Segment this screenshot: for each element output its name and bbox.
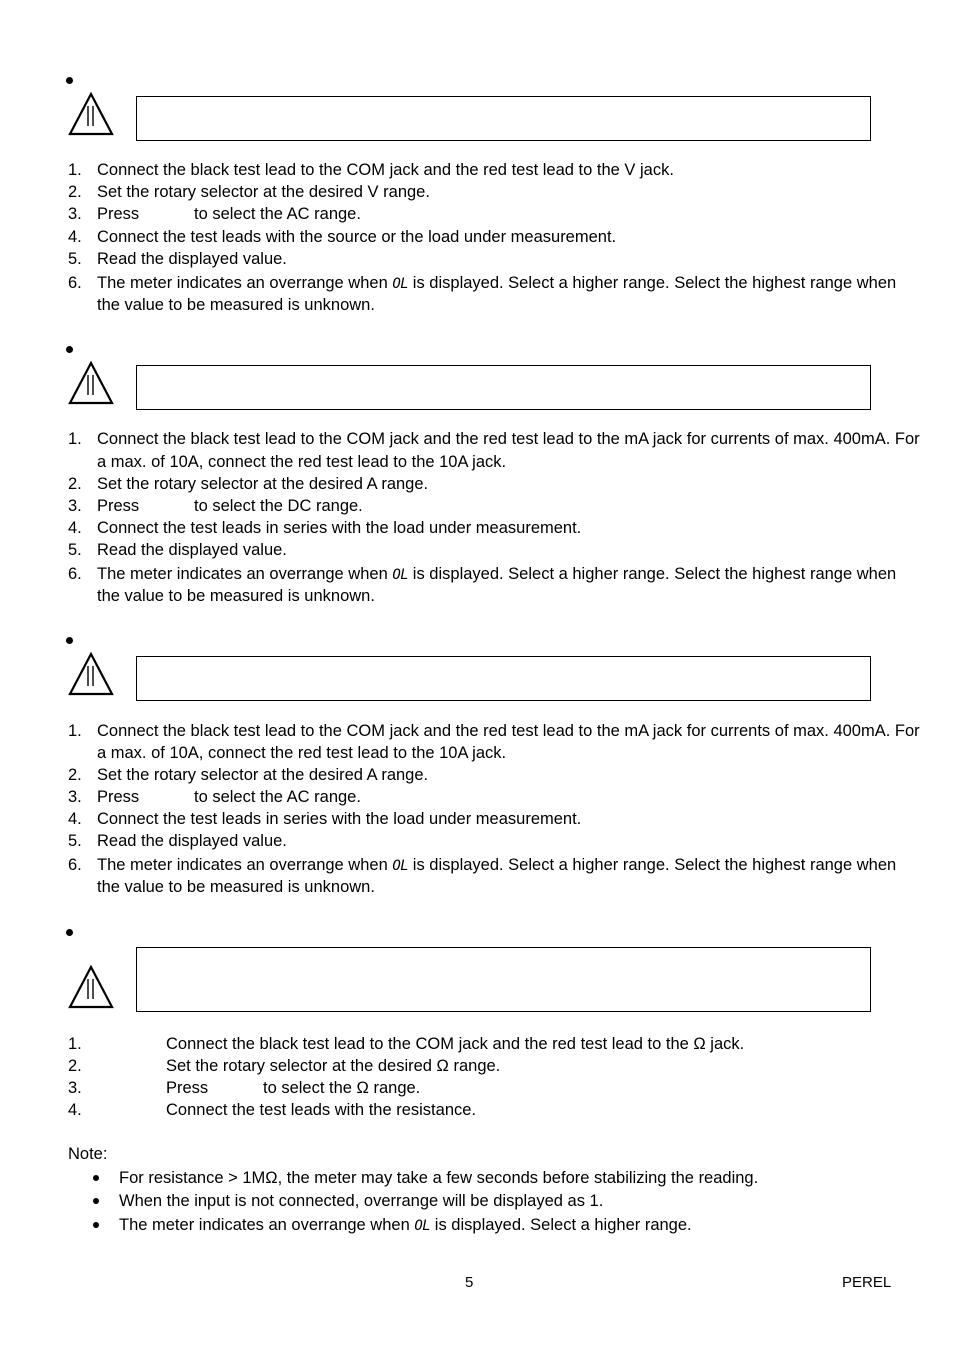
step-number: 1. [68, 430, 82, 448]
note-bullet [93, 1175, 99, 1181]
step-text-continued: the value to be measured is unknown. [97, 878, 375, 896]
step-text: to select the AC range. [194, 205, 361, 223]
note-item [119, 1214, 692, 1237]
step-number: 2. [68, 475, 82, 493]
step-text [97, 854, 896, 877]
step-text: Read the displayed value. [97, 250, 287, 268]
step-text: Set the rotary selector at the desired A range. [97, 766, 429, 784]
step-text-pre: The meter indicates an overrange when [97, 565, 388, 583]
step-text: to select the AC range. [194, 788, 361, 806]
step-text [97, 563, 896, 586]
ol-display-symbol: OL [392, 858, 409, 874]
step-press-label: Press [97, 205, 140, 223]
step-number: 3. [68, 497, 82, 515]
step-text-pre: The meter indicates an overrange when [97, 856, 388, 874]
step-number: 5. [68, 832, 82, 850]
warning-box [136, 947, 871, 1012]
step-text: Connect the test leads with the resistance. [166, 1101, 477, 1119]
brand-name: PEREL [842, 1274, 892, 1291]
step-press-label: Press [97, 497, 140, 515]
note-bullet [93, 1222, 99, 1228]
ol-display-symbol: OL [392, 567, 409, 583]
warning-box [136, 96, 871, 141]
warning-triangle-icon [68, 92, 114, 136]
note-bullet [93, 1198, 99, 1204]
warning-triangle-icon [68, 965, 114, 1009]
page-number: 5 [465, 1274, 474, 1291]
step-number: 3. [68, 205, 82, 223]
step-number: 1. [68, 1035, 82, 1053]
step-text: Set the rotary selector at the desired V range. [97, 183, 430, 201]
step-text: Connect the test leads in series with the load under measurement. [97, 519, 582, 537]
step-text: Connect the black test lead to the COM jack and the red test lead to the Ω jack. [166, 1035, 745, 1053]
step-number: 5. [68, 541, 82, 559]
step-text: Connect the black test lead to the COM jack and the red test lead to the V jack. [97, 161, 674, 179]
step-press-label: Press [166, 1079, 209, 1097]
step-text: to select the DC range. [194, 497, 363, 515]
step-number: 6. [68, 565, 82, 583]
step-text: Connect the black test lead to the COM jack and the red test lead to the mA jack for currents of max. 400mA. For [97, 722, 920, 740]
warning-box [136, 656, 871, 701]
step-number: 4. [68, 1101, 82, 1119]
note-label: Note: [68, 1145, 108, 1163]
step-text: Set the rotary selector at the desired Ω range. [166, 1057, 501, 1075]
note-text-pre: The meter indicates an overrange when [119, 1216, 410, 1234]
step-number: 2. [68, 1057, 82, 1075]
step-text-continued: a max. of 10A, connect the red test lead to the 10A jack. [97, 453, 507, 471]
step-text-post: is displayed. Select a higher range. Select the highest range when [412, 274, 897, 292]
note-text-post: is displayed. Select a higher range. [434, 1216, 692, 1234]
step-text: Read the displayed value. [97, 832, 287, 850]
step-text-post: is displayed. Select a higher range. Select the highest range when [412, 565, 897, 583]
step-text: Connect the black test lead to the COM jack and the red test lead to the mA jack for currents of max. 400mA. For [97, 430, 920, 448]
step-number: 4. [68, 519, 82, 537]
step-text-pre: The meter indicates an overrange when [97, 274, 388, 292]
ol-display-symbol: OL [392, 276, 409, 292]
step-number: 5. [68, 250, 82, 268]
warning-box [136, 365, 871, 410]
step-number: 1. [68, 161, 82, 179]
step-number: 2. [68, 183, 82, 201]
step-number: 4. [68, 228, 82, 246]
step-text [97, 272, 896, 295]
step-number: 6. [68, 274, 82, 292]
step-number: 3. [68, 1079, 82, 1097]
step-text: Read the displayed value. [97, 541, 287, 559]
section-bullet [66, 77, 73, 84]
step-number: 3. [68, 788, 82, 806]
step-press-label: Press [97, 788, 140, 806]
step-text: Set the rotary selector at the desired A range. [97, 475, 429, 493]
warning-triangle-icon [68, 361, 114, 405]
note-item: For resistance > 1MΩ, the meter may take a few seconds before stabilizing the reading. [119, 1169, 759, 1187]
ol-display-symbol: OL [414, 1218, 431, 1234]
step-number: 1. [68, 722, 82, 740]
step-number: 2. [68, 766, 82, 784]
section-bullet [66, 929, 73, 936]
step-text-post: is displayed. Select a higher range. Select the highest range when [412, 856, 897, 874]
step-text-continued: the value to be measured is unknown. [97, 587, 375, 605]
step-number: 6. [68, 856, 82, 874]
step-number: 4. [68, 810, 82, 828]
warning-triangle-icon [68, 652, 114, 696]
section-bullet [66, 637, 73, 644]
step-text: to select the Ω range. [263, 1079, 421, 1097]
step-text-continued: a max. of 10A, connect the red test lead to the 10A jack. [97, 744, 507, 762]
section-bullet [66, 346, 73, 353]
note-item: When the input is not connected, overrange will be displayed as 1. [119, 1192, 604, 1210]
step-text: Connect the test leads in series with the load under measurement. [97, 810, 582, 828]
step-text-continued: the value to be measured is unknown. [97, 296, 375, 314]
step-text: Connect the test leads with the source or the load under measurement. [97, 228, 617, 246]
